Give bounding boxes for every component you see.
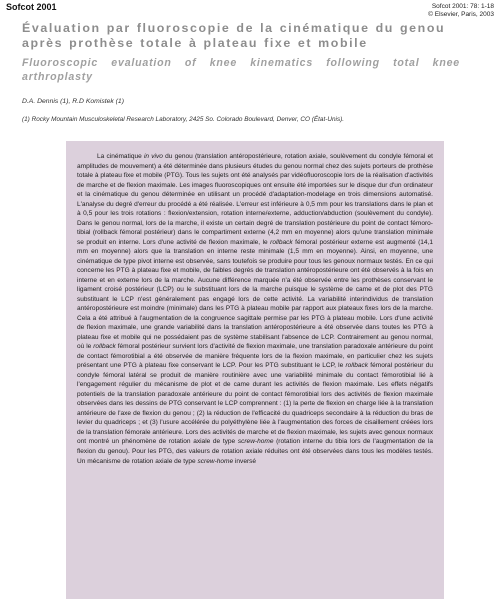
title-french: Évaluation par fluoroscopie de la cinématique du genou après prothèse totale à plateau fixe et mobile	[22, 21, 446, 50]
abstract-segment: inversé	[233, 457, 257, 465]
abstract-segment: fémoral postérieur survient lors d'activité de flexion maximale, une translation paradoxale antérieure du point de contact fémorotibial a été observée de manière fréquente lors de la flexion maximale, en particulier chez les sujets présentant une PTG à plateau fixe conservant le LCP. Pour les PTG substituant le LCP, le	[77, 343, 433, 370]
abstract-italic-term: rollback	[270, 238, 293, 246]
abstract-segment: fémoral postérieur du condyle fémoral latéral se produit de manière routinière avec une variabilité minimale du contact fémorotibial lié à l'engagement régulier du mécanisme de plot et de came durant les activités de flexion maximale. Les effets négatifs potentiels de la translation paradoxale antérieure du point de contact fémorotibial lors des activités de flexion maximale observées dans les dessins de PTG conservant le LCP comprennent : (1) la perte de flexion en charge liée à la translation antérieure de l'axe de flexion du genou ; (2) la réduction de l'efficacité du quadriceps secondaire à la réduction du bras de levier du quadriceps ; et (3) l'usure accélérée du polyéthylène liée à l'augmentation des forces de cisaillement créées lors de la translation fémorale antérieure. Lors des activités de marche et de flexion maximale, les sujets avec genoux normaux ont montré un phénomène de rotation axiale de type	[77, 362, 433, 446]
abstract-segment: La cinématique	[97, 153, 144, 160]
journal-name: Sofcot 2001	[6, 2, 57, 12]
abstract-italic-term: screw-home	[197, 457, 234, 465]
abstract-text	[66, 141, 444, 466]
abstract-segment: (rotation interne du tibia lors de l'augmentation de la flexion du genou). Pour les PTG, des valeurs de rotation axiale réduites ont été observées dans tous les modèles testés. Un mécanisme de rotation axiale de type	[77, 438, 433, 465]
title-english: Fluoroscopic evaluation of knee kinematics following total knee arthroplasty	[22, 57, 460, 83]
citation-block	[428, 3, 494, 19]
abstract-segment: fémoral postérieur externe est augmenté (14,1 mm en moyenne) alors que la translation en interne reste minimale (1,5 mm en moyenne). Ainsi, en moyenne, une cinématique de type pivot interne est observée, sans toutefois se produire pour tous les genoux normaux testés. En ce qui concerne les PTG à plateau fixe et mobile, de faibles degrés de translation antéropostérieure ont été observés à la fois en interne et en externe lors de la marche. Aucune différence marquée n'a été observée entre les prothèses conservant le ligament croisé postérieur (LCP) ou le substituant lors de la marche puisque le système de came et de plot des PTG substituant le LCP n'est généralement pas engagé lors de cette activité. La variabilité interindividus de translation antéropostérieure est moindre (minimale) dans les PTG à plateau mobile par rapport aux plateaux fixes lors de la marche. Cela a été attribué à l'augmentation de la congruence sagittale permise par les PTG à plateau mobile. Lors d'une activité de flexion maximale, une grande variabilité dans la translation antéropostérieure a été observée dans toutes les PTG à plateau fixe et mobile qui ne possédaient pas de système stabilisant l'absence de LCP. Contrairement au genou normal, où le	[77, 238, 433, 351]
abstract-segment: du genou (translation antéropostérieure, rotation axiale, soulèvement du condyle fémoral et amplitudes de mouvement) a été déterminée dans plusieurs études du genou normal chez des sujets porteurs de prothèse totale à plateau fixe et mobile (PTG). Tous les sujets ont été analysés par vidéofluoroscopie lors de la réalisation d'activités de marche et de flexion maximale. Les images fluoroscopiques ont ensuite été importées sur le disque dur d'un ordinateur et la cinématique du genou déterminée en utilisant un procédé d'adaptation-modelage en trois dimensions automatisé. L'analyse du degré d'erreur du procédé a été réalisée. L'erreur est inférieure à 0,5 mm pour les translations dans le plan et à 0,5 pour les trois rotations : flexion/extension, rotation interne/externe, adduction/abduction (soulèvement du condyle). Dans le genou normal, lors de la marche, il existe un certain degré de translation postérieure du point de contact fémoro-tibial (rollback fémoral postérieur) dans le compartiment externe (4,2 mm en moyenne) alors qu'une translation minimale se produit en interne. Lors d'une activité de flexion maximale, le	[77, 153, 433, 246]
abstract-italic-term: in vivo	[143, 153, 163, 160]
copyright: © Elsevier, Paris, 2003	[428, 11, 494, 18]
abstract-italic-term: rollback	[345, 362, 369, 370]
abstract-italic-term: rollback	[93, 343, 116, 351]
affiliation: (1) Rocky Mountain Musculoskeletal Research Laboratory, 2425 So. Colorado Boulevard, Denver, CO (État-Unis).	[22, 116, 345, 123]
abstract-italic-term: screw-home	[237, 438, 274, 446]
citation: Sofcot 2001: 78: 1-18	[431, 3, 494, 10]
authors: D.A. Dennis (1), R.D Komistek (1)	[22, 98, 124, 105]
abstract-box	[66, 141, 444, 599]
